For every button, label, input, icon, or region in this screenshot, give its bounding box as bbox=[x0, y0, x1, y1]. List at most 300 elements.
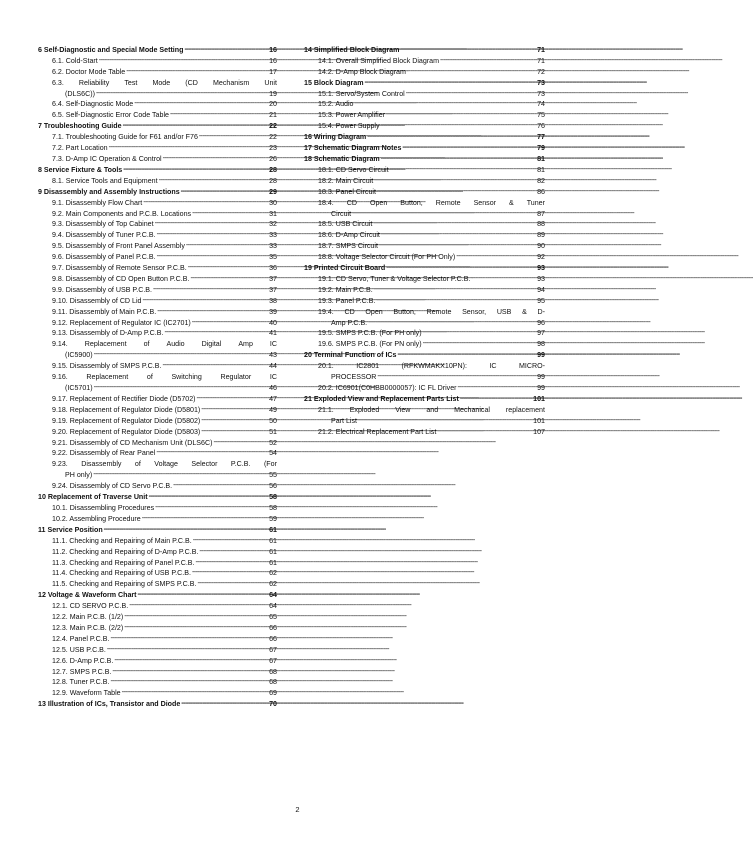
dot-leader bbox=[173, 481, 268, 490]
toc-page-number: 44 bbox=[269, 362, 277, 371]
toc-page-number: 59 bbox=[269, 514, 277, 523]
toc-entry-title: 11.4. Checking and Repairing of USB P.C.B. bbox=[52, 569, 191, 578]
dot-leader bbox=[143, 198, 268, 207]
toc-subsection-entry[interactable] bbox=[38, 535, 277, 546]
dot-leader bbox=[458, 383, 537, 392]
toc-subsection-entry[interactable] bbox=[304, 338, 545, 349]
toc-page-number: 23 bbox=[269, 144, 277, 153]
toc-subsection-entry[interactable] bbox=[38, 480, 277, 491]
toc-page-number: 72 bbox=[537, 67, 545, 76]
toc-entry-title: 12.3. Main P.C.B. (2/2) bbox=[52, 623, 124, 632]
toc-entry-title: 9.20. Replacement of Regulator Diode (D5803) bbox=[52, 427, 201, 436]
toc-page-number: 101 bbox=[533, 416, 545, 425]
toc-entry-title: 9.13. Disassembly of D-Amp P.C.B. bbox=[52, 329, 164, 338]
toc-section-entry[interactable] bbox=[304, 153, 545, 164]
toc-page-number: 52 bbox=[269, 438, 277, 447]
toc-entry-title: 9.16. Replacement of Switching Regulator IC bbox=[52, 373, 277, 382]
dot-leader bbox=[94, 350, 269, 359]
toc-subsection-entry[interactable] bbox=[304, 186, 545, 197]
toc-page-number: 37 bbox=[269, 274, 277, 283]
toc-entry-title: 11.1. Checking and Repairing of Main P.C.B. bbox=[52, 536, 192, 545]
toc-page-number: 79 bbox=[537, 144, 545, 153]
toc-entry-title: 9.5. Disassembly of Front Panel Assembly bbox=[52, 242, 185, 251]
dot-leader bbox=[423, 328, 537, 337]
dot-leader bbox=[352, 209, 536, 218]
toc-page-number: 22 bbox=[269, 122, 277, 131]
toc-subsection-entry[interactable] bbox=[38, 382, 277, 393]
toc-subsection-entry[interactable] bbox=[304, 240, 545, 251]
dot-leader bbox=[155, 503, 268, 512]
dot-leader bbox=[440, 56, 536, 65]
dot-leader bbox=[201, 416, 268, 425]
toc-page-number: 39 bbox=[269, 307, 277, 316]
dot-leader bbox=[138, 590, 269, 599]
toc-subsection-entry[interactable] bbox=[304, 328, 545, 339]
dot-leader bbox=[199, 547, 268, 556]
toc-entry-title: 18.4. CD Open Button, Remote Sensor & Tuner bbox=[318, 198, 545, 207]
toc-subsection-entry[interactable] bbox=[38, 578, 277, 589]
dot-leader bbox=[373, 219, 536, 228]
toc-page-number: 51 bbox=[269, 427, 277, 436]
dot-leader bbox=[126, 67, 268, 76]
toc-entry-wrapped[interactable] bbox=[304, 306, 545, 317]
toc-section-entry[interactable] bbox=[38, 491, 277, 502]
toc-section-entry[interactable] bbox=[304, 77, 545, 88]
toc-subsection-entry[interactable] bbox=[38, 622, 277, 633]
toc-subsection-entry[interactable] bbox=[38, 273, 277, 284]
toc-entry-title: 19.2. Main P.C.B. bbox=[318, 285, 373, 294]
dot-leader bbox=[381, 154, 536, 163]
toc-entry-title: 6.5. Self-Diagnostic Error Code Table bbox=[52, 111, 169, 120]
dot-leader bbox=[213, 438, 268, 447]
dot-leader bbox=[376, 296, 536, 305]
toc-subsection-entry[interactable] bbox=[38, 469, 277, 480]
toc-page-number: 99 bbox=[537, 384, 545, 392]
toc-entry-title: 9.19. Replacement of Regulator Diode (D5802) bbox=[52, 416, 201, 425]
toc-subsection-entry[interactable] bbox=[38, 109, 277, 120]
toc-subsection-entry[interactable] bbox=[304, 208, 545, 219]
dot-leader bbox=[368, 318, 536, 327]
toc-section-entry[interactable] bbox=[38, 589, 277, 600]
toc-section-entry[interactable] bbox=[38, 186, 277, 197]
toc-page-number: 68 bbox=[269, 667, 277, 676]
dot-leader bbox=[99, 56, 268, 65]
toc-subsection-entry[interactable] bbox=[38, 208, 277, 219]
toc-subsection-entry[interactable] bbox=[304, 229, 545, 240]
dot-leader bbox=[199, 132, 268, 141]
toc-section-entry[interactable] bbox=[304, 131, 545, 142]
toc-entry-title: 9.1. Disassembly Flow Chart bbox=[52, 198, 143, 207]
dot-leader bbox=[390, 165, 537, 174]
toc-subsection-entry[interactable] bbox=[304, 382, 545, 393]
toc-entry-title: 9 Disassembly and Assembly Instructions bbox=[38, 187, 180, 196]
toc-subsection-entry[interactable] bbox=[38, 295, 277, 306]
toc-page-number: 62 bbox=[269, 569, 277, 578]
toc-entry-title: 12.1. CD SERVO P.C.B. bbox=[52, 602, 129, 611]
toc-subsection-entry[interactable] bbox=[38, 546, 277, 557]
dot-leader bbox=[157, 307, 268, 316]
dot-leader bbox=[114, 656, 268, 665]
toc-entry-title: 19 Printed Circuit Board bbox=[304, 264, 386, 273]
toc-entry-title: 12.4. Panel P.C.B. bbox=[52, 634, 110, 643]
dot-leader bbox=[163, 154, 269, 163]
toc-subsection-entry[interactable] bbox=[38, 611, 277, 622]
dot-leader bbox=[365, 78, 537, 87]
dot-leader bbox=[358, 416, 532, 425]
toc-page-number: 81 bbox=[537, 165, 545, 174]
toc-page-number: 70 bbox=[269, 700, 277, 709]
page-number: 2 bbox=[295, 805, 300, 814]
toc-page-number: 98 bbox=[537, 340, 545, 349]
toc-page-number: 33 bbox=[269, 242, 277, 251]
toc-page-number: 75 bbox=[537, 111, 545, 120]
toc-entry-title: 6.4. Self-Diagnostic Mode bbox=[52, 100, 134, 109]
toc-page-number: 90 bbox=[537, 242, 545, 251]
toc-entry-wrapped[interactable] bbox=[304, 404, 545, 415]
toc-page-number: 30 bbox=[269, 198, 277, 207]
dot-leader bbox=[197, 394, 269, 403]
toc-page-number: 21 bbox=[269, 111, 277, 120]
toc-subsection-entry[interactable] bbox=[38, 153, 277, 164]
toc-subsection-entry[interactable] bbox=[38, 360, 277, 371]
toc-entry-title: 18.6. D-Amp Circuit bbox=[318, 231, 380, 240]
toc-subsection-entry[interactable] bbox=[38, 88, 277, 99]
toc-entry-title: 9.9. Disassembly of USB P.C.B. bbox=[52, 285, 153, 294]
toc-entry-title: 10.2. Assembling Procedure bbox=[52, 514, 141, 523]
toc-subsection-entry[interactable] bbox=[38, 131, 277, 142]
toc-section-entry[interactable] bbox=[38, 164, 277, 175]
toc-page-number: 87 bbox=[537, 209, 545, 218]
toc-entry-title: 6.2. Doctor Mode Table bbox=[52, 67, 126, 76]
toc-subsection-entry[interactable] bbox=[304, 295, 545, 306]
toc-page-number: 61 bbox=[269, 547, 277, 556]
dot-leader bbox=[156, 448, 268, 457]
toc-entry-title: 18 Schematic Diagram bbox=[304, 154, 380, 163]
toc-entry-title: 18.8. Voltage Selector Circuit (For PH Only) bbox=[318, 253, 456, 262]
toc-page-number: 17 bbox=[269, 67, 277, 76]
toc-section-entry[interactable] bbox=[304, 393, 545, 404]
toc-subsection-entry[interactable] bbox=[38, 317, 277, 328]
dot-leader bbox=[110, 634, 268, 643]
toc-entry-title: PH only) bbox=[65, 471, 93, 480]
toc-subsection-entry[interactable] bbox=[38, 229, 277, 240]
dot-leader bbox=[104, 525, 268, 534]
toc-subsection-entry[interactable] bbox=[38, 262, 277, 273]
toc-page-number: 40 bbox=[269, 318, 277, 327]
toc-entry-title: 20.2. IC6901(C0HBB0000057): IC FL Driver bbox=[318, 384, 457, 392]
toc-entry-title: 12.2. Main P.C.B. (1/2) bbox=[52, 613, 124, 622]
toc-subsection-entry[interactable] bbox=[38, 328, 277, 339]
toc-entry-title: 6.3. Reliability Test Mode (CD Mechanism Unit bbox=[52, 78, 277, 87]
toc-page-number: 93 bbox=[537, 274, 545, 283]
toc-entry-title: 18.5. USB Circuit bbox=[318, 220, 373, 229]
toc-page-number: 41 bbox=[269, 329, 277, 338]
toc-subsection-entry[interactable] bbox=[38, 633, 277, 644]
toc-subsection-entry[interactable] bbox=[38, 502, 277, 513]
toc-right-column bbox=[304, 44, 545, 437]
dot-leader bbox=[149, 492, 269, 501]
toc-page-number: 71 bbox=[537, 45, 545, 54]
dot-leader bbox=[142, 514, 268, 523]
toc-subsection-entry[interactable] bbox=[38, 644, 277, 655]
toc-entry-title: 14.1. Overall Simplified Block Diagram bbox=[318, 56, 440, 65]
toc-subsection-entry[interactable] bbox=[38, 655, 277, 666]
toc-entry-title: 19.3. Panel P.C.B. bbox=[318, 296, 376, 305]
toc-subsection-entry[interactable] bbox=[304, 426, 545, 437]
toc-entry-title: 18.2. Main Circuit bbox=[318, 176, 374, 185]
toc-page-number: 28 bbox=[269, 165, 277, 174]
toc-subsection-entry[interactable] bbox=[38, 197, 277, 208]
toc-page-number: 32 bbox=[269, 220, 277, 229]
toc-entry-title: 9.15. Disassembly of SMPS P.C.B. bbox=[52, 362, 162, 371]
toc-page-number: 76 bbox=[537, 122, 545, 131]
toc-subsection-entry[interactable] bbox=[38, 251, 277, 262]
toc-subsection-entry[interactable] bbox=[304, 317, 545, 328]
toc-subsection-entry[interactable] bbox=[38, 393, 277, 404]
dot-leader bbox=[197, 579, 268, 588]
toc-page-number: 61 bbox=[269, 525, 277, 534]
toc-entry-title: 20.1. IC2801 (RFKWMAKX10PN): IC MICRO- bbox=[318, 362, 545, 371]
toc-subsection-entry[interactable] bbox=[38, 404, 277, 415]
toc-entry-title: 9.14. Replacement of Audio Digital Amp IC bbox=[52, 340, 277, 349]
toc-section-entry[interactable] bbox=[38, 44, 277, 55]
toc-subsection-entry[interactable] bbox=[38, 55, 277, 66]
toc-page-number: 62 bbox=[269, 580, 277, 589]
dot-leader bbox=[423, 339, 537, 348]
toc-page-number: 50 bbox=[269, 416, 277, 425]
dot-leader bbox=[170, 110, 268, 119]
dot-leader bbox=[400, 45, 536, 54]
dot-leader bbox=[196, 558, 269, 567]
toc-entry-title: 9.17. Replacement of Rectifier Diode (D5702) bbox=[52, 394, 196, 403]
toc-section-entry[interactable] bbox=[304, 349, 545, 360]
toc-page-number: 73 bbox=[537, 89, 545, 98]
toc-page-number: 55 bbox=[269, 471, 277, 480]
toc-entry-title: 21.2. Electrical Replacement Part List bbox=[318, 427, 437, 436]
toc-subsection-entry[interactable] bbox=[304, 99, 545, 110]
toc-page-number: 95 bbox=[537, 296, 545, 305]
toc-subsection-entry[interactable] bbox=[304, 66, 545, 77]
toc-page-number: 65 bbox=[269, 613, 277, 622]
dot-leader bbox=[184, 45, 268, 54]
toc-entry-title: Circuit bbox=[331, 209, 352, 218]
toc-subsection-entry[interactable] bbox=[38, 349, 277, 360]
toc-page-number: 29 bbox=[269, 187, 277, 196]
dot-leader bbox=[201, 427, 268, 436]
dot-leader bbox=[192, 568, 268, 577]
dot-leader bbox=[107, 645, 268, 654]
dot-leader bbox=[129, 601, 268, 610]
toc-subsection-entry[interactable] bbox=[304, 284, 545, 295]
toc-page-number: 86 bbox=[537, 187, 545, 196]
toc-subsection-entry[interactable] bbox=[38, 600, 277, 611]
toc-subsection-entry[interactable] bbox=[304, 219, 545, 230]
dot-leader bbox=[164, 328, 268, 337]
dot-leader bbox=[112, 667, 268, 676]
toc-entry-title: 16 Wiring Diagram bbox=[304, 133, 367, 142]
toc-entry-title: 7.2. Part Location bbox=[52, 144, 108, 153]
toc-entry-title: 12.5. USB P.C.B. bbox=[52, 645, 106, 654]
toc-entry-title: (IC5701) bbox=[65, 384, 93, 392]
toc-entry-title: 21.1. Exploded View and Mechanical replacement bbox=[318, 405, 545, 414]
toc-entry-wrapped[interactable] bbox=[38, 77, 277, 88]
dot-leader bbox=[381, 121, 537, 130]
toc-entry-wrapped[interactable] bbox=[38, 458, 277, 469]
toc-subsection-entry[interactable] bbox=[304, 273, 545, 284]
dot-leader bbox=[159, 176, 269, 185]
toc-subsection-entry[interactable] bbox=[38, 306, 277, 317]
toc-entry-title: 21 Exploded View and Replacement Parts List bbox=[304, 394, 459, 403]
dot-leader bbox=[122, 688, 269, 697]
toc-page-number: 36 bbox=[269, 264, 277, 273]
toc-page-number: 56 bbox=[269, 482, 277, 491]
toc-subsection-entry[interactable] bbox=[38, 426, 277, 437]
toc-subsection-entry[interactable] bbox=[38, 437, 277, 448]
toc-page-number: 43 bbox=[269, 351, 277, 360]
toc-entry-title: 11.5. Checking and Repairing of SMPS P.C.B. bbox=[52, 580, 197, 589]
toc-page-number: 74 bbox=[537, 100, 545, 109]
dot-leader bbox=[386, 110, 536, 119]
toc-section-entry[interactable] bbox=[38, 698, 277, 709]
toc-section-entry[interactable] bbox=[304, 142, 545, 153]
toc-subsection-entry[interactable] bbox=[38, 284, 277, 295]
toc-page-number: 49 bbox=[269, 405, 277, 414]
toc-entry-title: 17 Schematic Diagram Notes bbox=[304, 144, 402, 153]
dot-leader bbox=[124, 612, 268, 621]
toc-subsection-entry[interactable] bbox=[304, 251, 545, 262]
toc-subsection-entry[interactable] bbox=[38, 448, 277, 459]
toc-section-entry[interactable] bbox=[38, 524, 277, 535]
toc-page-number: 26 bbox=[269, 154, 277, 163]
toc-entry-title: 11.3. Checking and Repairing of Panel P.C.B. bbox=[52, 558, 195, 567]
toc-page-number: 58 bbox=[269, 493, 277, 502]
dot-leader bbox=[367, 132, 536, 141]
toc-entry-title: 8 Service Fixture & Tools bbox=[38, 165, 123, 174]
toc-page-number: 99 bbox=[537, 373, 545, 382]
toc-subsection-entry[interactable] bbox=[38, 66, 277, 77]
toc-section-entry[interactable] bbox=[304, 262, 545, 273]
toc-subsection-entry[interactable] bbox=[304, 55, 545, 66]
toc-entry-title: 10.1. Disassembling Procedures bbox=[52, 503, 155, 512]
toc-subsection-entry[interactable] bbox=[304, 109, 545, 120]
toc-entry-title: 8.1. Service Tools and Equipment bbox=[52, 176, 158, 185]
dot-leader bbox=[162, 361, 268, 370]
toc-entry-title: 20 Terminal Function of ICs bbox=[304, 351, 397, 360]
toc-entry-title: 9.18. Replacement of Regulator Diode (D5801) bbox=[52, 405, 201, 414]
dot-leader bbox=[93, 470, 268, 479]
toc-page-number: 67 bbox=[269, 645, 277, 654]
toc-subsection-entry[interactable] bbox=[38, 142, 277, 153]
dot-leader bbox=[124, 623, 268, 632]
dot-leader bbox=[192, 209, 268, 218]
dot-leader bbox=[123, 165, 268, 174]
toc-entry-title: 14 Simplified Block Diagram bbox=[304, 45, 400, 54]
dot-leader bbox=[374, 285, 536, 294]
toc-subsection-entry[interactable] bbox=[38, 175, 277, 186]
dot-leader bbox=[109, 143, 269, 152]
toc-subsection-entry[interactable] bbox=[38, 513, 277, 524]
toc-subsection-entry[interactable] bbox=[304, 164, 545, 175]
toc-page-number: 77 bbox=[537, 133, 545, 142]
toc-page-number: 28 bbox=[269, 176, 277, 185]
dot-leader bbox=[96, 89, 268, 98]
toc-entry-wrapped[interactable] bbox=[38, 338, 277, 349]
toc-subsection-entry[interactable] bbox=[38, 666, 277, 677]
toc-entry-title: Part List bbox=[331, 416, 358, 425]
toc-entry-title: 9.3. Disassembly of Top Cabinet bbox=[52, 220, 154, 229]
toc-subsection-entry[interactable] bbox=[38, 687, 277, 698]
toc-entry-title: 9.4. Disassembly of Tuner P.C.B. bbox=[52, 231, 156, 240]
toc-subsection-entry[interactable] bbox=[304, 415, 545, 426]
toc-page-number: 94 bbox=[537, 285, 545, 294]
toc-subsection-entry[interactable] bbox=[38, 677, 277, 688]
toc-page-number: 54 bbox=[269, 449, 277, 458]
toc-entry-title: 18.1. CD Servo Circuit bbox=[318, 165, 389, 174]
toc-entry-title: 7.3. D-Amp IC Operation & Control bbox=[52, 154, 162, 163]
toc-entry-title: 9.24. Disassembly of CD Servo P.C.B. bbox=[52, 482, 173, 491]
toc-subsection-entry[interactable] bbox=[38, 568, 277, 579]
dot-leader bbox=[188, 263, 268, 272]
toc-section-entry[interactable] bbox=[304, 44, 545, 55]
dot-leader bbox=[374, 176, 536, 185]
toc-entry-title: 6 Self-Diagnostic and Special Mode Setting bbox=[38, 45, 184, 54]
toc-subsection-entry[interactable] bbox=[304, 175, 545, 186]
dot-leader bbox=[110, 677, 268, 686]
dot-leader bbox=[460, 394, 532, 403]
toc-page-number: 19 bbox=[269, 89, 277, 98]
toc-subsection-entry[interactable] bbox=[304, 371, 545, 382]
toc-page-number: 71 bbox=[537, 56, 545, 65]
toc-section-entry[interactable] bbox=[38, 120, 277, 131]
toc-subsection-entry[interactable] bbox=[38, 240, 277, 251]
toc-entry-title: 6.1. Cold-Start bbox=[52, 56, 98, 65]
toc-entry-title: 12.9. Waveform Table bbox=[52, 689, 121, 698]
dot-leader bbox=[406, 89, 536, 98]
dot-leader bbox=[192, 318, 268, 327]
toc-page-number: 69 bbox=[269, 689, 277, 698]
toc-entry-title: 15.2. Audio bbox=[318, 100, 354, 109]
toc-page-number: 47 bbox=[269, 394, 277, 403]
toc-entry-title: (IC5900) bbox=[65, 351, 93, 360]
toc-entry-title: 9.23. Disassembly of Voltage Selector P.C.B. (For bbox=[52, 460, 277, 469]
toc-subsection-entry[interactable] bbox=[38, 219, 277, 230]
toc-subsection-entry[interactable] bbox=[38, 557, 277, 568]
toc-page-number: 88 bbox=[537, 220, 545, 229]
toc-entry-title: 9.7. Disassembly of Remote Sensor P.C.B. bbox=[52, 264, 187, 273]
toc-subsection-entry[interactable] bbox=[304, 120, 545, 131]
toc-subsection-entry[interactable] bbox=[38, 415, 277, 426]
toc-entry-title: 15.4. Power Supply bbox=[318, 122, 380, 131]
toc-page-number: 35 bbox=[269, 253, 277, 262]
dot-leader bbox=[193, 536, 268, 545]
toc-entry-wrapped[interactable] bbox=[304, 197, 545, 208]
toc-subsection-entry[interactable] bbox=[38, 99, 277, 110]
toc-entry-title: 18.7. SMPS Circuit bbox=[318, 242, 378, 251]
toc-subsection-entry[interactable] bbox=[304, 88, 545, 99]
toc-entry-wrapped[interactable] bbox=[304, 360, 545, 371]
toc-page-number: 92 bbox=[537, 253, 545, 262]
toc-page-number: 33 bbox=[269, 231, 277, 240]
toc-entry-title: 13 Illustration of ICs, Transistor and Diode bbox=[38, 700, 181, 709]
dot-leader bbox=[377, 372, 536, 381]
toc-entry-title: 10 Replacement of Traverse Unit bbox=[38, 493, 148, 502]
toc-entry-title: (DLS6C)) bbox=[65, 89, 95, 98]
toc-entry-title: 12 Voltage & Waveform Chart bbox=[38, 591, 137, 600]
toc-entry-wrapped[interactable] bbox=[38, 371, 277, 382]
toc-page-number: 38 bbox=[269, 296, 277, 305]
toc-page-number: 82 bbox=[537, 176, 545, 185]
toc-page-number: 81 bbox=[537, 154, 545, 163]
